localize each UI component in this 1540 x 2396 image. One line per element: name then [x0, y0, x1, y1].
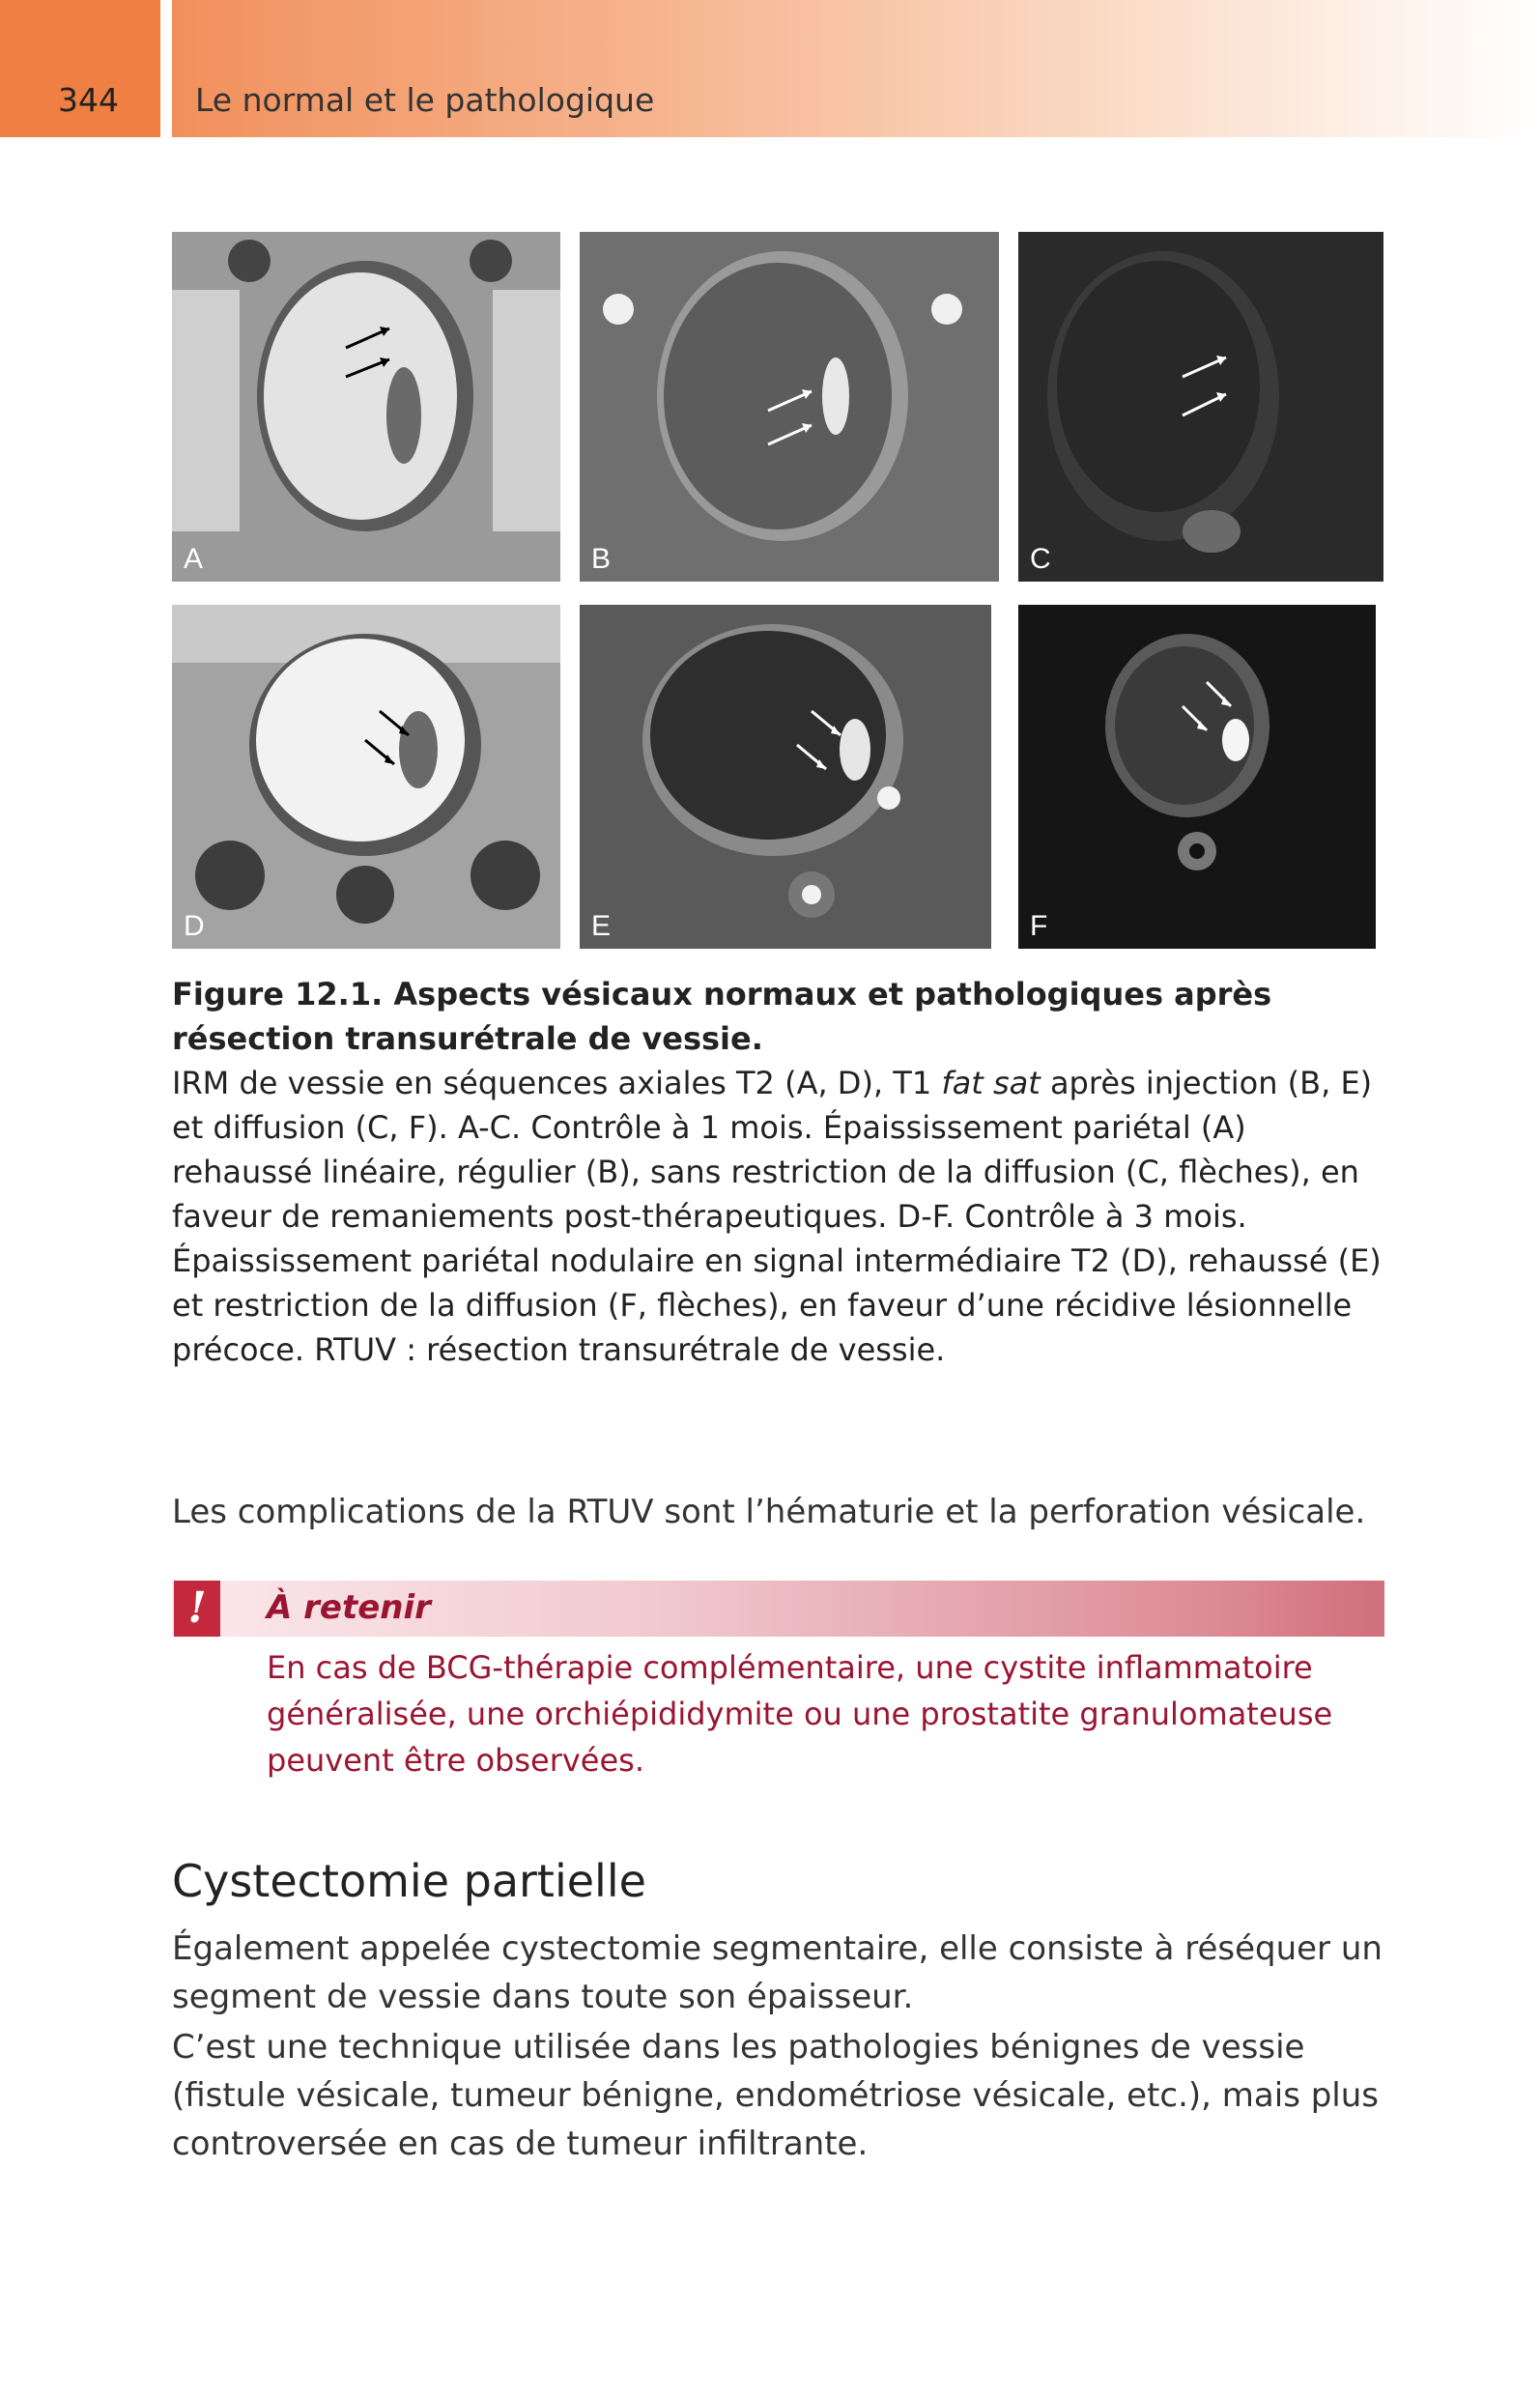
mri-image-a	[172, 232, 560, 582]
section-paragraph-2: C’est une technique utilisée dans les pathologies bénignes de vessie (fistule vésicale, tumeur bénigne, endométriose vésicale, etc.), mais plus controversée en cas de tumeur infiltrante.	[172, 2028, 1380, 2163]
mri-panel-f	[1018, 605, 1376, 949]
mri-panel-c	[1018, 232, 1383, 582]
page-number-tab	[0, 0, 160, 137]
mri-image-d	[172, 605, 560, 949]
page-number: 344	[58, 81, 119, 119]
panel-label-a: A	[184, 543, 204, 575]
panel-label-f: F	[1030, 910, 1048, 942]
panel-label-d: D	[184, 910, 205, 942]
caption-title: Figure 12.1. Aspects vésicaux normaux et pathologiques après résection transurétrale de vessie.	[172, 976, 1272, 1057]
retenir-text: En cas de BCG-thérapie complémentaire, une cystite inflammatoire généralisée, une orchiépididymite ou une prostatite granulomateuse peuvent être observées.	[267, 1649, 1333, 1779]
running-title: Le normal et le pathologique	[195, 81, 655, 119]
caption-text-part2: après injection (B, E) et diffusion (C, F). A-C. Contrôle à 1 mois. Épaississement pariétal (A) rehaussé linéaire, régulier (B), sans restriction de la diffusion (C, flèches), en faveur de remaniements post-thérapeutiques. D-F. Contrôle à 3 mois. Épaississement pariétal nodulaire en signal intermédiaire T2 (D), rehaussé (E) et restriction de la diffusion (F, flèches), en faveur d’une récidive lésionnelle précoce. RTUV : résection transurétrale de vessie.	[172, 1065, 1382, 1368]
mri-panel-a	[172, 232, 560, 582]
paragraph-complications: Les complications de la RTUV sont l’hématurie et la perforation vésicale.	[172, 1493, 1366, 1531]
figure-caption	[172, 972, 1391, 1372]
mri-image-b	[580, 232, 999, 582]
caption-text-part1: IRM de vessie en séquences axiales T2 (A, D), T1	[172, 1065, 942, 1101]
mri-image-f	[1018, 605, 1376, 949]
mri-panel-b	[580, 232, 999, 582]
caption-italic-term: fat sat	[941, 1065, 1041, 1101]
panel-label-c: C	[1030, 543, 1051, 575]
panel-label-e: E	[591, 910, 612, 942]
retenir-title: À retenir	[267, 1588, 431, 1627]
mri-image-c	[1018, 232, 1383, 582]
mri-panel-e	[580, 605, 991, 949]
section-title: Cystectomie partielle	[172, 1855, 646, 1907]
running-header	[172, 0, 1540, 137]
exclamation-icon: !	[174, 1581, 220, 1637]
mri-image-e	[580, 605, 991, 949]
section-paragraph-1: Également appelée cystectomie segmentaire, elle consiste à réséquer un segment de vessie dans toute son épaisseur.	[172, 1929, 1383, 2016]
panel-label-b: B	[591, 543, 612, 575]
mri-panel-d	[172, 605, 560, 949]
